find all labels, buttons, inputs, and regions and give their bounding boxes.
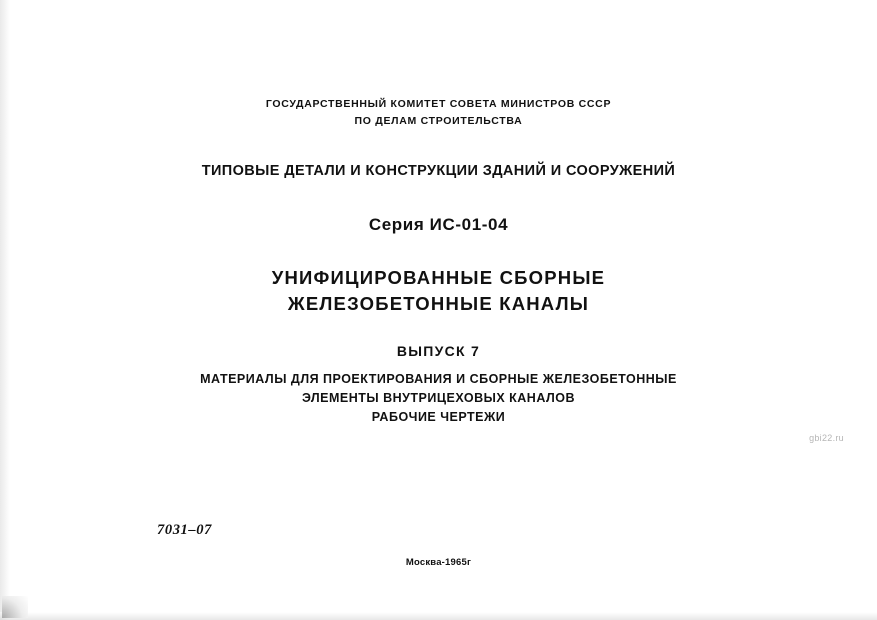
document-code: 7031–07 xyxy=(157,522,212,538)
document-subtitle-line-3: РАБОЧИЕ ЧЕРТЕЖИ xyxy=(371,410,506,424)
document-title-line-2: ЖЕЛЕЗОБЕТОННЫЕ КАНАЛЫ xyxy=(287,293,590,314)
organization-line-1: ГОСУДАРСТВЕННЫЙ КОМИТЕТ СОВЕТА МИНИСТРОВ СССР xyxy=(265,98,612,110)
watermark-text: gbi22.ru xyxy=(809,433,844,443)
document-title xyxy=(0,265,877,317)
issue-number: ВЫПУСК 7 xyxy=(396,343,481,359)
document-subtitle-line-1: МАТЕРИАЛЫ ДЛЯ ПРОЕКТИРОВАНИЯ И СБОРНЫЕ ЖЕЛЕЗОБЕТОННЫЕ xyxy=(200,372,677,386)
document-subtitle xyxy=(0,370,877,427)
series-kind-heading: ТИПОВЫЕ ДЕТАЛИ И КОНСТРУКЦИИ ЗДАНИЙ И СООРУЖЕНИЙ xyxy=(201,163,676,179)
series-number: Серия ИС-01-04 xyxy=(368,215,509,234)
imprint-line: Москва-1965г xyxy=(405,557,472,568)
organization-line-2: ПО ДЕЛАМ СТРОИТЕЛЬСТВА xyxy=(354,115,523,127)
organization-block xyxy=(0,96,877,130)
document-title-line-1: УНИФИЦИРОВАННЫЕ СБОРНЫЕ xyxy=(271,267,606,288)
document-subtitle-line-2: ЭЛЕМЕНТЫ ВНУТРИЦЕХОВЫХ КАНАЛОВ xyxy=(301,391,576,405)
